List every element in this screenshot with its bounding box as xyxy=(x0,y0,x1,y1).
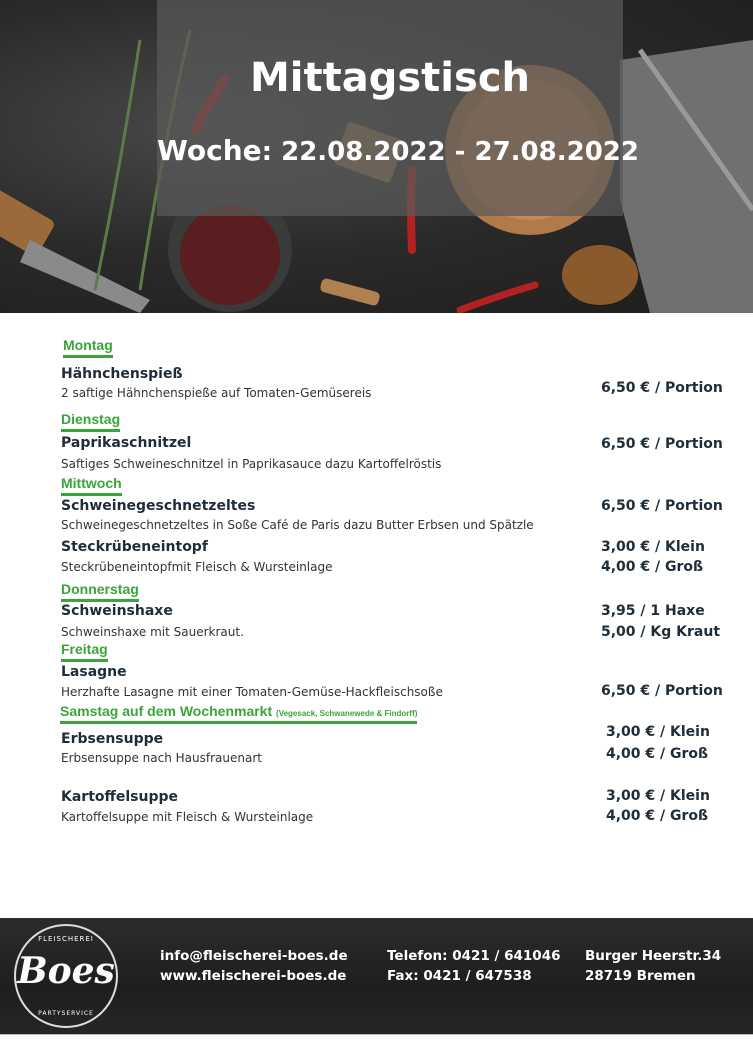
dish-description: Herzhafte Lasagne mit einer Tomaten-Gemüse-Hackfleischsoße xyxy=(61,685,443,699)
dish-description: Saftiges Schweineschnitzel in Paprikasauce dazu Kartoffelröstis xyxy=(61,457,442,471)
dish-price: 4,00 € / Groß xyxy=(606,746,709,762)
dish-name: Schweinegeschnetzeltes xyxy=(61,498,256,514)
dish-name: Kartoffelsuppe xyxy=(61,789,178,805)
footer-city: 28719 Bremen xyxy=(585,968,696,984)
week-dates: : 22.08.2022 - 27.08.2022 xyxy=(261,137,639,167)
logo-name: Boes xyxy=(17,950,115,992)
day-heading-thursday: Donnerstag xyxy=(61,581,139,602)
dish-price: 3,00 € / Klein xyxy=(606,788,710,804)
footer-email[interactable]: info@fleischerei-boes.de xyxy=(160,948,348,964)
footer-phone: Telefon: 0421 / 641046 xyxy=(387,948,561,964)
dish-price: 4,00 € / Groß xyxy=(601,559,704,575)
page-title: Mittagstisch xyxy=(249,55,531,101)
dish-price: 6,50 € / Portion xyxy=(601,436,723,452)
logo-bottom-text: PARTYSERVICE xyxy=(38,1010,94,1017)
day-heading-text: Samstag auf dem Wochenmarkt xyxy=(60,703,273,719)
day-heading-note: (Vegesack, Schwanewede & Findorff) xyxy=(276,709,418,718)
dish-price: 6,50 € / Portion xyxy=(601,498,723,514)
dish-price: 4,00 € / Groß xyxy=(606,808,709,824)
logo-top-text: FLEISCHEREI xyxy=(38,935,94,943)
week-label: Woche xyxy=(157,134,262,167)
day-heading-saturday xyxy=(60,703,417,724)
footer-street: Burger Heerstr.34 xyxy=(585,948,722,964)
dish-name: Paprikaschnitzel xyxy=(61,435,192,451)
week-range xyxy=(157,134,639,167)
dish-name: Steckrübeneintopf xyxy=(61,539,208,555)
dish-description: Schweinegeschnetzeltes in Soße Café de Paris dazu Butter Erbsen und Spätzle xyxy=(61,518,534,532)
dish-price: 6,50 € / Portion xyxy=(601,683,723,699)
dish-price: 3,95 / 1 Haxe xyxy=(601,603,705,619)
day-heading-tuesday: Dienstag xyxy=(61,411,120,432)
footer-fax: Fax: 0421 / 647538 xyxy=(387,968,532,984)
footer-website[interactable]: www.fleischerei-boes.de xyxy=(160,968,347,984)
dish-price: 6,50 € / Portion xyxy=(601,380,723,396)
dish-description: Steckrübeneintopfmit Fleisch & Wursteinlage xyxy=(61,560,333,574)
dish-price: 3,00 € / Klein xyxy=(606,724,710,740)
day-heading-monday: Montag xyxy=(63,337,113,358)
dish-description: Erbsensuppe nach Hausfrauenart xyxy=(61,751,262,765)
dish-description: Kartoffelsuppe mit Fleisch & Wursteinlage xyxy=(61,810,314,824)
dish-description: 2 saftige Hähnchenspieße auf Tomaten-Gemüsereis xyxy=(61,386,372,400)
dish-name: Hähnchenspieß xyxy=(61,366,183,382)
day-heading-wednesday: Mittwoch xyxy=(61,475,122,496)
boes-logo xyxy=(14,924,118,1028)
dish-price: 3,00 € / Klein xyxy=(601,539,705,555)
footer-divider xyxy=(0,1034,753,1035)
dish-name: Erbsensuppe xyxy=(61,731,164,747)
title-box xyxy=(157,0,639,216)
dish-name: Lasagne xyxy=(61,664,127,680)
dish-description: Schweinshaxe mit Sauerkraut. xyxy=(61,625,244,639)
day-heading-friday: Freitag xyxy=(61,641,108,662)
dish-price: 5,00 / Kg Kraut xyxy=(601,624,721,640)
dish-name: Schweinshaxe xyxy=(61,603,173,619)
header-image xyxy=(0,0,753,313)
